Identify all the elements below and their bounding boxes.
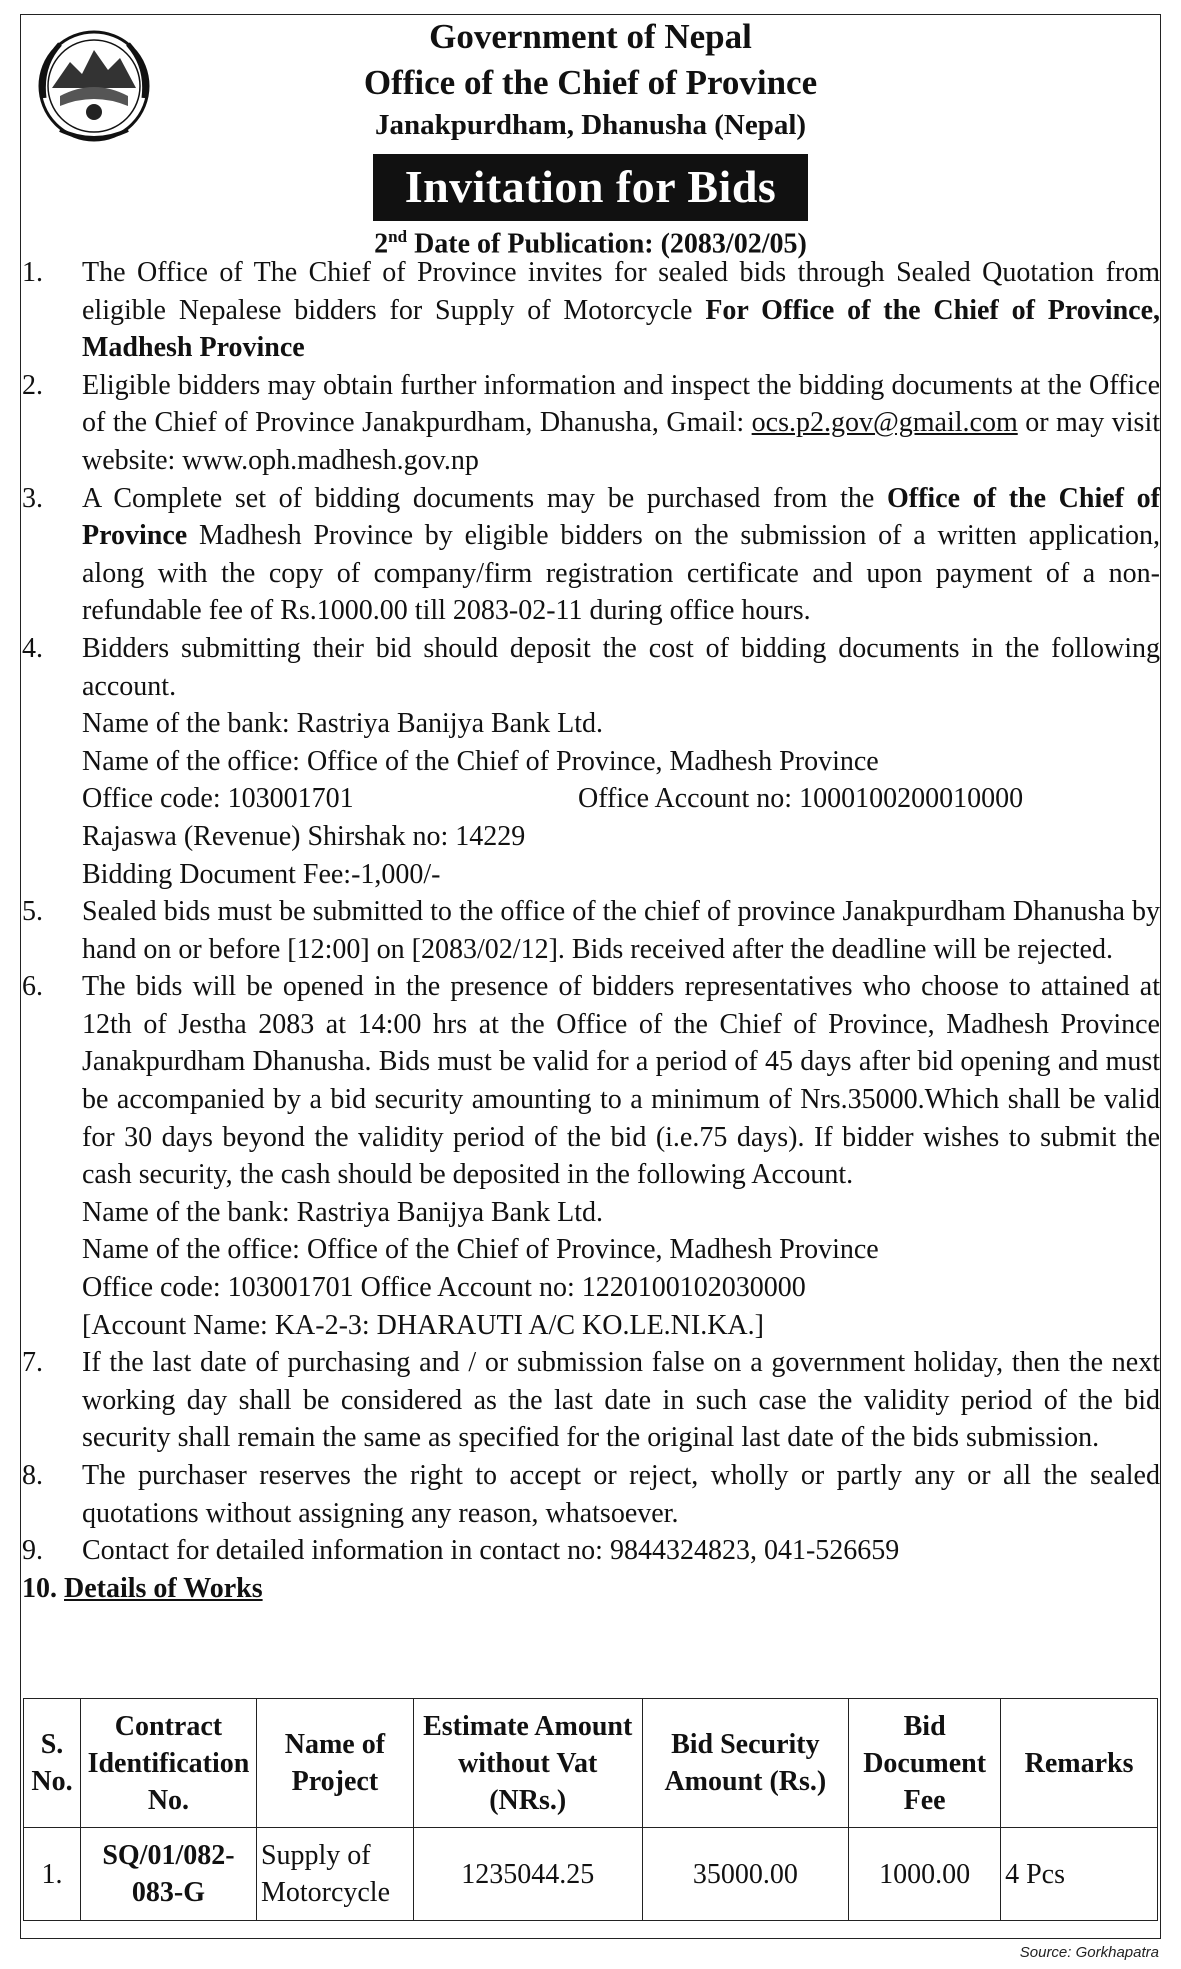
column-header: Bid Security Amount (Rs.) — [642, 1699, 849, 1828]
table-cell: SQ/01/082-083-G — [80, 1828, 256, 1921]
notice-header — [0, 14, 1181, 260]
list-item: 9. Contact for detailed information in contact no: 9844324823, 041-526659 — [22, 1535, 900, 1567]
list-item: 1. The Office of The Chief of Province invites for sealed bids through Sealed Quotation from eligible Nepalese bidders for Supply of Motorcycle For Office of the Chief of Province, Madhesh Province — [22, 257, 1160, 364]
table-cell: Supply of Motorcycle — [256, 1828, 413, 1921]
works-table — [23, 1698, 1158, 1921]
email-link[interactable]: ocs.p2.gov@gmail.com — [751, 407, 1018, 439]
office-name: Name of the office: Office of the Chief of Province, Madhesh Province — [82, 1234, 879, 1266]
publication-date: 2nd Date of Publication: (2083/02/05) — [374, 227, 807, 260]
office-code: Office code: 103001701 — [82, 783, 354, 815]
table-cell: 1000.00 — [849, 1828, 1001, 1921]
table-cell: 1. — [24, 1828, 81, 1921]
account-name: [Account Name: KA-2-3: DHARAUTI A/C KO.LE.NI.KA.] — [82, 1309, 764, 1341]
column-header: Bid Document Fee — [849, 1699, 1001, 1828]
section-heading: 10. Details of Works — [22, 1572, 263, 1604]
list-item: 6. The bids will be opened in the presence of bidders representatives who choose to attained at 12th of Jestha 2083 at 14:00 hrs at the Office of the Chief of Province, Madhesh Province Janakpurdham Dhanusha. Bids must be valid for a period of 45 days after bid opening and must be accompanied by a bid security amounting to a minimum of Nrs.35000.Which shall be valid for 30 days beyond the validity period of the bid (i.e.75 days). If bidder wishes to submit the cash security, the cash should be deposited in the following Account. Name of the bank: Rastriya Banijya Bank Ltd. Name of the office: Office of the Chief of Province, Madhesh Province Office code: 103001701 Office Account no: 1220100102030000 [Account Name: KA-2-3: DHARAUTI A/C KO.LE.NI.KA.] — [22, 968, 1160, 1344]
list-item: 2. Eligible bidders may obtain further information and inspect the bidding documents at the Office of the Chief of Province Janakpurdham, Dhanusha, Gmail: ocs.p2.gov@gmail.com or may visit website: www.oph.madhesh.gov.np — [22, 369, 1161, 476]
list-item: 7. If the last date of purchasing and / or submission false on a government holiday, then the next working day shall be considered as the last date in such case the validity period of the bid security shall remain the same as specified for the original last date of the bids submission. — [22, 1347, 1160, 1454]
source-credit: Source: Gorkhapatra — [1019, 1944, 1159, 1961]
column-header: Remarks — [1001, 1699, 1158, 1828]
office-code: Office code: 103001701 Office Account no: 1220100102030000 — [82, 1272, 806, 1304]
list-item: 3. A Complete set of bidding documents may be purchased from the Office of the Chief of Province Madhesh Province by eligible bidders on the submission of a written application, along with the copy of company/firm registration certificate and upon payment of a non-refundable fee of Rs.1000.00 till 2083-02-11 during office hours. — [22, 482, 1160, 627]
document-fee: Bidding Document Fee:-1,000/- — [82, 858, 441, 890]
notice-body — [22, 254, 1160, 1607]
government-title: Government of Nepal — [429, 17, 752, 56]
column-header: Name of Project — [256, 1699, 413, 1828]
table-row — [24, 1828, 1158, 1921]
revenue-heading: Rajaswa (Revenue) Shirshak no: 14229 — [82, 820, 526, 852]
table-header-row — [24, 1699, 1158, 1828]
list-item: 5. Sealed bids must be submitted to the office of the chief of province Janakpurdham Dhanusha by hand on or before [12:00] on [2083/02/12]. Bids received after the deadline will be rejected. — [22, 896, 1160, 965]
list-item: 8. The purchaser reserves the right to accept or reject, wholly or partly any or all the sealed quotations without assigning any reason, whatsoever. — [22, 1460, 1160, 1529]
table-cell: 35000.00 — [642, 1828, 849, 1921]
column-header: S. No. — [24, 1699, 81, 1828]
office-location: Janakpurdham, Dhanusha (Nepal) — [374, 109, 807, 141]
column-header: Contract Identification No. — [80, 1699, 256, 1828]
table-cell: 1235044.25 — [413, 1828, 642, 1921]
office-account: Office Account no: 1000100200010000 — [578, 783, 1024, 815]
list-item: 4. Bidders submitting their bid should deposit the cost of bidding documents in the following account. Name of the bank: Rastriya Banijya Bank Ltd. Name of the office: Office of the Chief of Province, Madhesh Province Office code: 103001701 Office Account no: 1000100200010000 Rajaswa (Revenue) Shirshak no: 14229 Bidding Document Fee:-1,000/- — [22, 630, 1160, 893]
invitation-banner: Invitation for Bids — [373, 154, 809, 221]
office-title: Office of the Chief of Province — [363, 63, 818, 102]
bank-name: Name of the bank: Rastriya Banijya Bank Ltd. — [82, 1196, 603, 1228]
table-cell: 4 Pcs — [1001, 1828, 1158, 1921]
bank-name: Name of the bank: Rastriya Banijya Bank Ltd. — [82, 708, 603, 740]
column-header: Estimate Amount without Vat (NRs.) — [413, 1699, 642, 1828]
office-name: Name of the office: Office of the Chief of Province, Madhesh Province — [82, 745, 879, 777]
